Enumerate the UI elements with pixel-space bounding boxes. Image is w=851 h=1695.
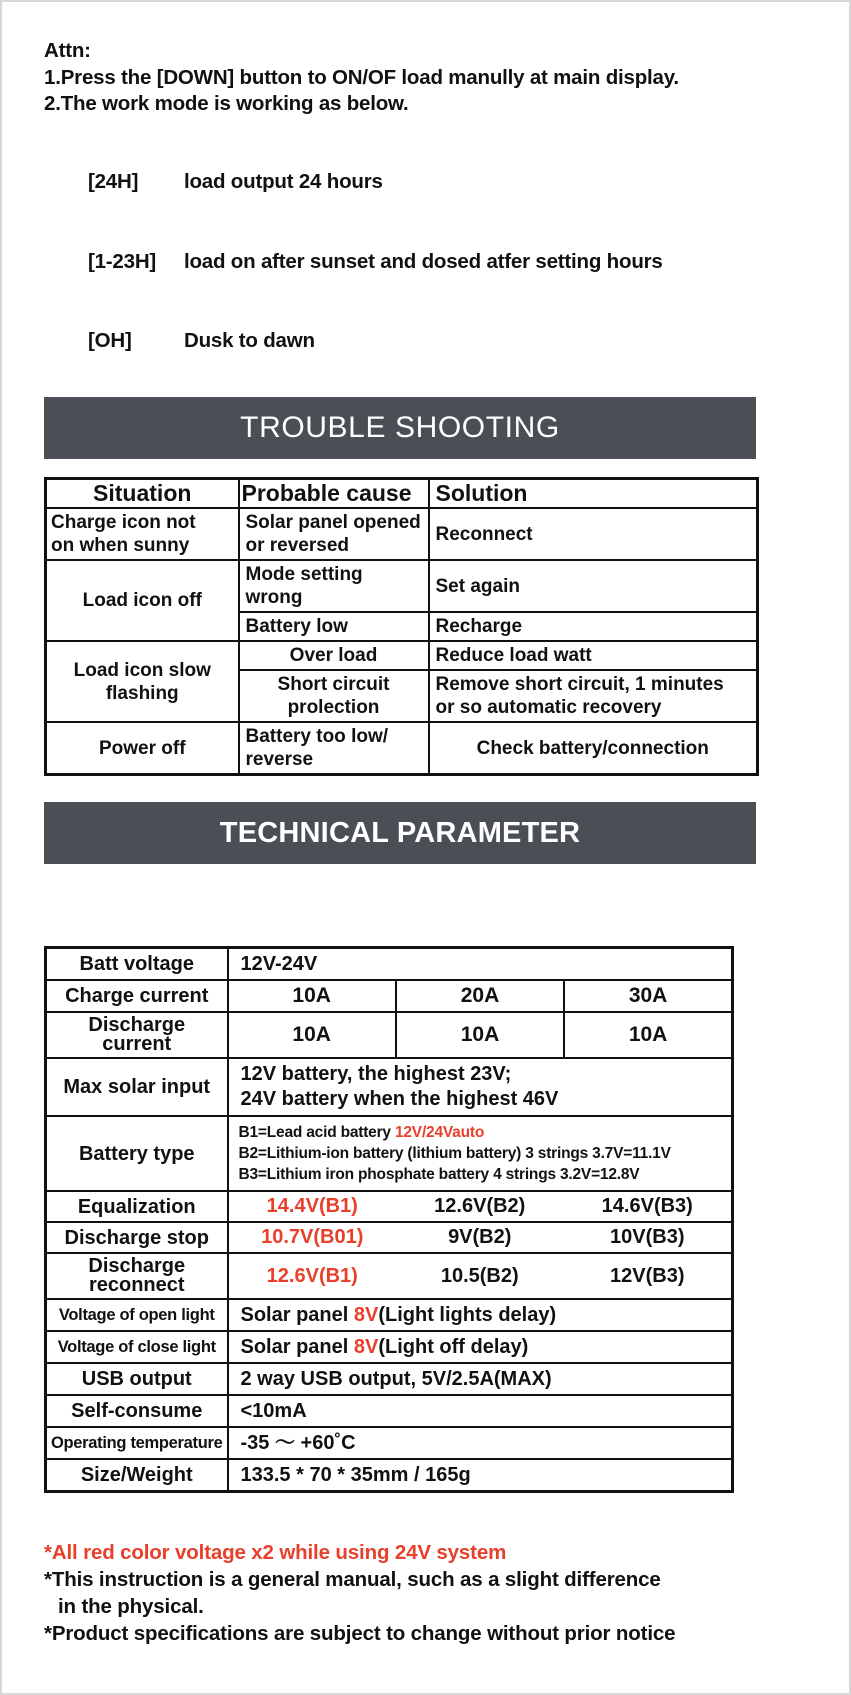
discharge-reconnect-b1: 12.6V(B1) — [266, 1264, 358, 1287]
gap-after-technical-banner — [44, 864, 812, 946]
table-row — [46, 560, 758, 612]
table-row — [46, 508, 758, 560]
header-probable-cause: Probable cause — [239, 479, 429, 509]
note-specifications-change: *Product specifications are subject to change without prior notice — [44, 1622, 676, 1645]
trouble-shooting-banner: TROUBLE SHOOTING — [44, 397, 756, 459]
gap-after-trouble-banner — [44, 459, 812, 477]
label-charge-current: Charge current — [46, 980, 228, 1012]
discharge-stop-b3: 10V(B3) — [610, 1226, 685, 1248]
footnotes-block — [44, 1539, 812, 1647]
label-max-solar-input: Max solar input — [46, 1058, 228, 1116]
gap-before-technical-banner — [44, 776, 812, 802]
value-voltage-close-light — [228, 1331, 733, 1363]
battery-type-b3: B3=Lithium iron phosphate battery 4 strings 3.2V=12.8V — [238, 1166, 640, 1183]
discharge-stop-b1: 10.7V(B01) — [261, 1226, 364, 1248]
table-row — [46, 722, 758, 775]
close-light-post: (Light off delay) — [378, 1336, 529, 1358]
mode-code-24h: [24H] — [87, 170, 139, 193]
table-row — [46, 980, 733, 1012]
cell-solution-recharge: Recharge — [429, 612, 758, 641]
value-usb-output: 2 way USB output, 5V/2.5A(MAX) — [228, 1363, 733, 1395]
label-size-weight: Size/Weight — [46, 1459, 228, 1492]
table-row — [46, 1395, 733, 1427]
table-row — [46, 1363, 733, 1395]
battery-type-b1-red: 12V/24Vauto — [394, 1124, 485, 1141]
label-equalization: Equalization — [46, 1191, 228, 1222]
battery-type-b1-prefix: B1=Lead acid battery — [238, 1124, 395, 1141]
mode-row-24h — [44, 143, 812, 223]
cell-cause-short-circuit: Short circuit prolection — [239, 670, 429, 722]
note-general-manual-line1: *This instruction is a general manual, such as a slight difference — [44, 1568, 661, 1591]
gap-before-notes — [44, 1493, 812, 1539]
table-row — [46, 641, 758, 670]
value-equalization — [228, 1191, 733, 1222]
label-discharge-stop: Discharge stop — [46, 1222, 228, 1253]
mode-desc-1-23h: load on after sunset and dosed atfer setting hours — [183, 249, 663, 273]
cell-cause-battery-too-low: Battery too low/ reverse — [239, 722, 429, 775]
mode-row-1-23h — [44, 222, 812, 302]
value-charge-current-2: 20A — [396, 980, 564, 1012]
technical-parameter-table — [44, 946, 734, 1493]
equalization-b3: 14.6V(B3) — [601, 1195, 693, 1217]
table-row — [46, 1459, 733, 1492]
value-discharge-current-2: 10A — [396, 1012, 564, 1058]
value-discharge-current-1: 10A — [228, 1012, 396, 1058]
discharge-stop-b2: 9V(B2) — [448, 1226, 512, 1248]
attn-spacer — [44, 118, 812, 143]
table-row — [46, 1253, 733, 1299]
cell-cause-over-load: Over load — [239, 641, 429, 670]
label-discharge-current: Discharge current — [46, 1012, 228, 1058]
mode-row-0h — [44, 302, 812, 382]
table-row — [46, 1012, 733, 1058]
header-solution: Solution — [429, 479, 758, 509]
label-usb-output: USB output — [46, 1363, 228, 1395]
table-row — [46, 1331, 733, 1363]
value-size-weight: 133.5 * 70 * 35mm / 165g — [228, 1459, 733, 1492]
battery-type-b2: B2=Lithium-ion battery (lithium battery) 3 strings 3.7V=11.1V — [238, 1145, 671, 1162]
gap-before-trouble-banner — [44, 381, 812, 397]
table-row — [46, 948, 733, 981]
close-light-red: 8V — [353, 1336, 379, 1358]
attn-block — [44, 2, 812, 381]
trouble-shooting-table — [44, 477, 759, 776]
cell-solution-remove-short-circuit: Remove short circuit, 1 minutes or so automatic recovery — [429, 670, 758, 722]
header-situation: Situation — [46, 479, 239, 509]
cell-solution-check-battery: Check battery/connection — [429, 722, 758, 775]
label-self-consume: Self-consume — [46, 1395, 228, 1427]
value-discharge-stop — [228, 1222, 733, 1253]
battery-type-b1 — [239, 1122, 732, 1143]
table-row — [46, 1058, 733, 1116]
equalization-b2: 12.6V(B2) — [434, 1195, 526, 1217]
equalization-b1: 14.4V(B1) — [266, 1195, 358, 1217]
value-self-consume: <10mA — [228, 1395, 733, 1427]
value-operating-temperature: -35 ～ +60˚C — [228, 1427, 733, 1459]
label-voltage-close-light: Voltage of close light — [46, 1331, 228, 1363]
note-red-voltage: *All red color voltage x2 while using 24V system — [44, 1541, 507, 1564]
label-voltage-open-light: Voltage of open light — [46, 1299, 228, 1331]
cell-situation-load-icon-off: Load icon off — [46, 560, 239, 641]
close-light-pre: Solar panel — [240, 1336, 354, 1358]
table-row — [46, 1222, 733, 1253]
content-column — [44, 2, 812, 1647]
open-light-post: (Light lights delay) — [378, 1304, 557, 1326]
label-operating-temperature: Operating temperature — [46, 1427, 228, 1459]
table-row — [46, 1191, 733, 1222]
value-charge-current-3: 30A — [564, 980, 732, 1012]
cell-situation-charge-icon: Charge icon not on when sunny — [46, 508, 239, 560]
label-batt-voltage: Batt voltage — [46, 948, 228, 981]
open-light-pre: Solar panel — [240, 1304, 354, 1326]
table-row — [46, 1299, 733, 1331]
cell-solution-set-again: Set again — [429, 560, 758, 612]
technical-parameter-banner: TECHNICAL PARAMETER — [44, 802, 756, 864]
label-battery-type: Battery type — [46, 1116, 228, 1191]
mode-desc-0h: Dusk to dawn — [183, 329, 315, 352]
value-battery-type — [228, 1116, 733, 1191]
attn-line-1: 1.Press the [DOWN] button to ON/OF load manully at main display. — [44, 65, 679, 89]
cell-solution-reduce-load: Reduce load watt — [429, 641, 758, 670]
label-discharge-reconnect: Discharge reconnect — [46, 1253, 228, 1299]
cell-situation-load-icon-flashing: Load icon slow flashing — [46, 641, 239, 722]
note-general-manual-line2: in the physical. — [58, 1595, 204, 1618]
mode-desc-24h: load output 24 hours — [183, 170, 383, 193]
value-discharge-reconnect — [228, 1253, 733, 1299]
discharge-reconnect-b2: 10.5(B2) — [440, 1264, 519, 1287]
value-voltage-open-light — [228, 1299, 733, 1331]
value-batt-voltage: 12V-24V — [228, 948, 733, 981]
value-max-solar-input: 12V battery, the highest 23V; 24V battery when the highest 46V — [228, 1058, 733, 1116]
value-discharge-current-3: 10A — [564, 1012, 732, 1058]
cell-solution-reconnect: Reconnect — [429, 508, 758, 560]
discharge-reconnect-b3: 12V(B3) — [610, 1264, 685, 1287]
value-charge-current-1: 10A — [228, 980, 396, 1012]
attn-line-2: 2.The work mode is working as below. — [44, 92, 409, 115]
mode-code-0h: [OH] — [87, 329, 132, 352]
attn-title: Attn: — [44, 39, 91, 62]
mode-code-1-23h: [1-23H] — [87, 249, 157, 273]
table-row — [46, 1116, 733, 1191]
table-row — [46, 1427, 733, 1459]
cell-situation-power-off: Power off — [46, 722, 239, 775]
cell-cause-mode-setting-wrong: Mode setting wrong — [239, 560, 429, 612]
open-light-red: 8V — [353, 1304, 379, 1326]
cell-cause-solar-panel: Solar panel opened or reversed — [239, 508, 429, 560]
cell-cause-battery-low: Battery low — [239, 612, 429, 641]
table-row-header — [46, 479, 758, 509]
